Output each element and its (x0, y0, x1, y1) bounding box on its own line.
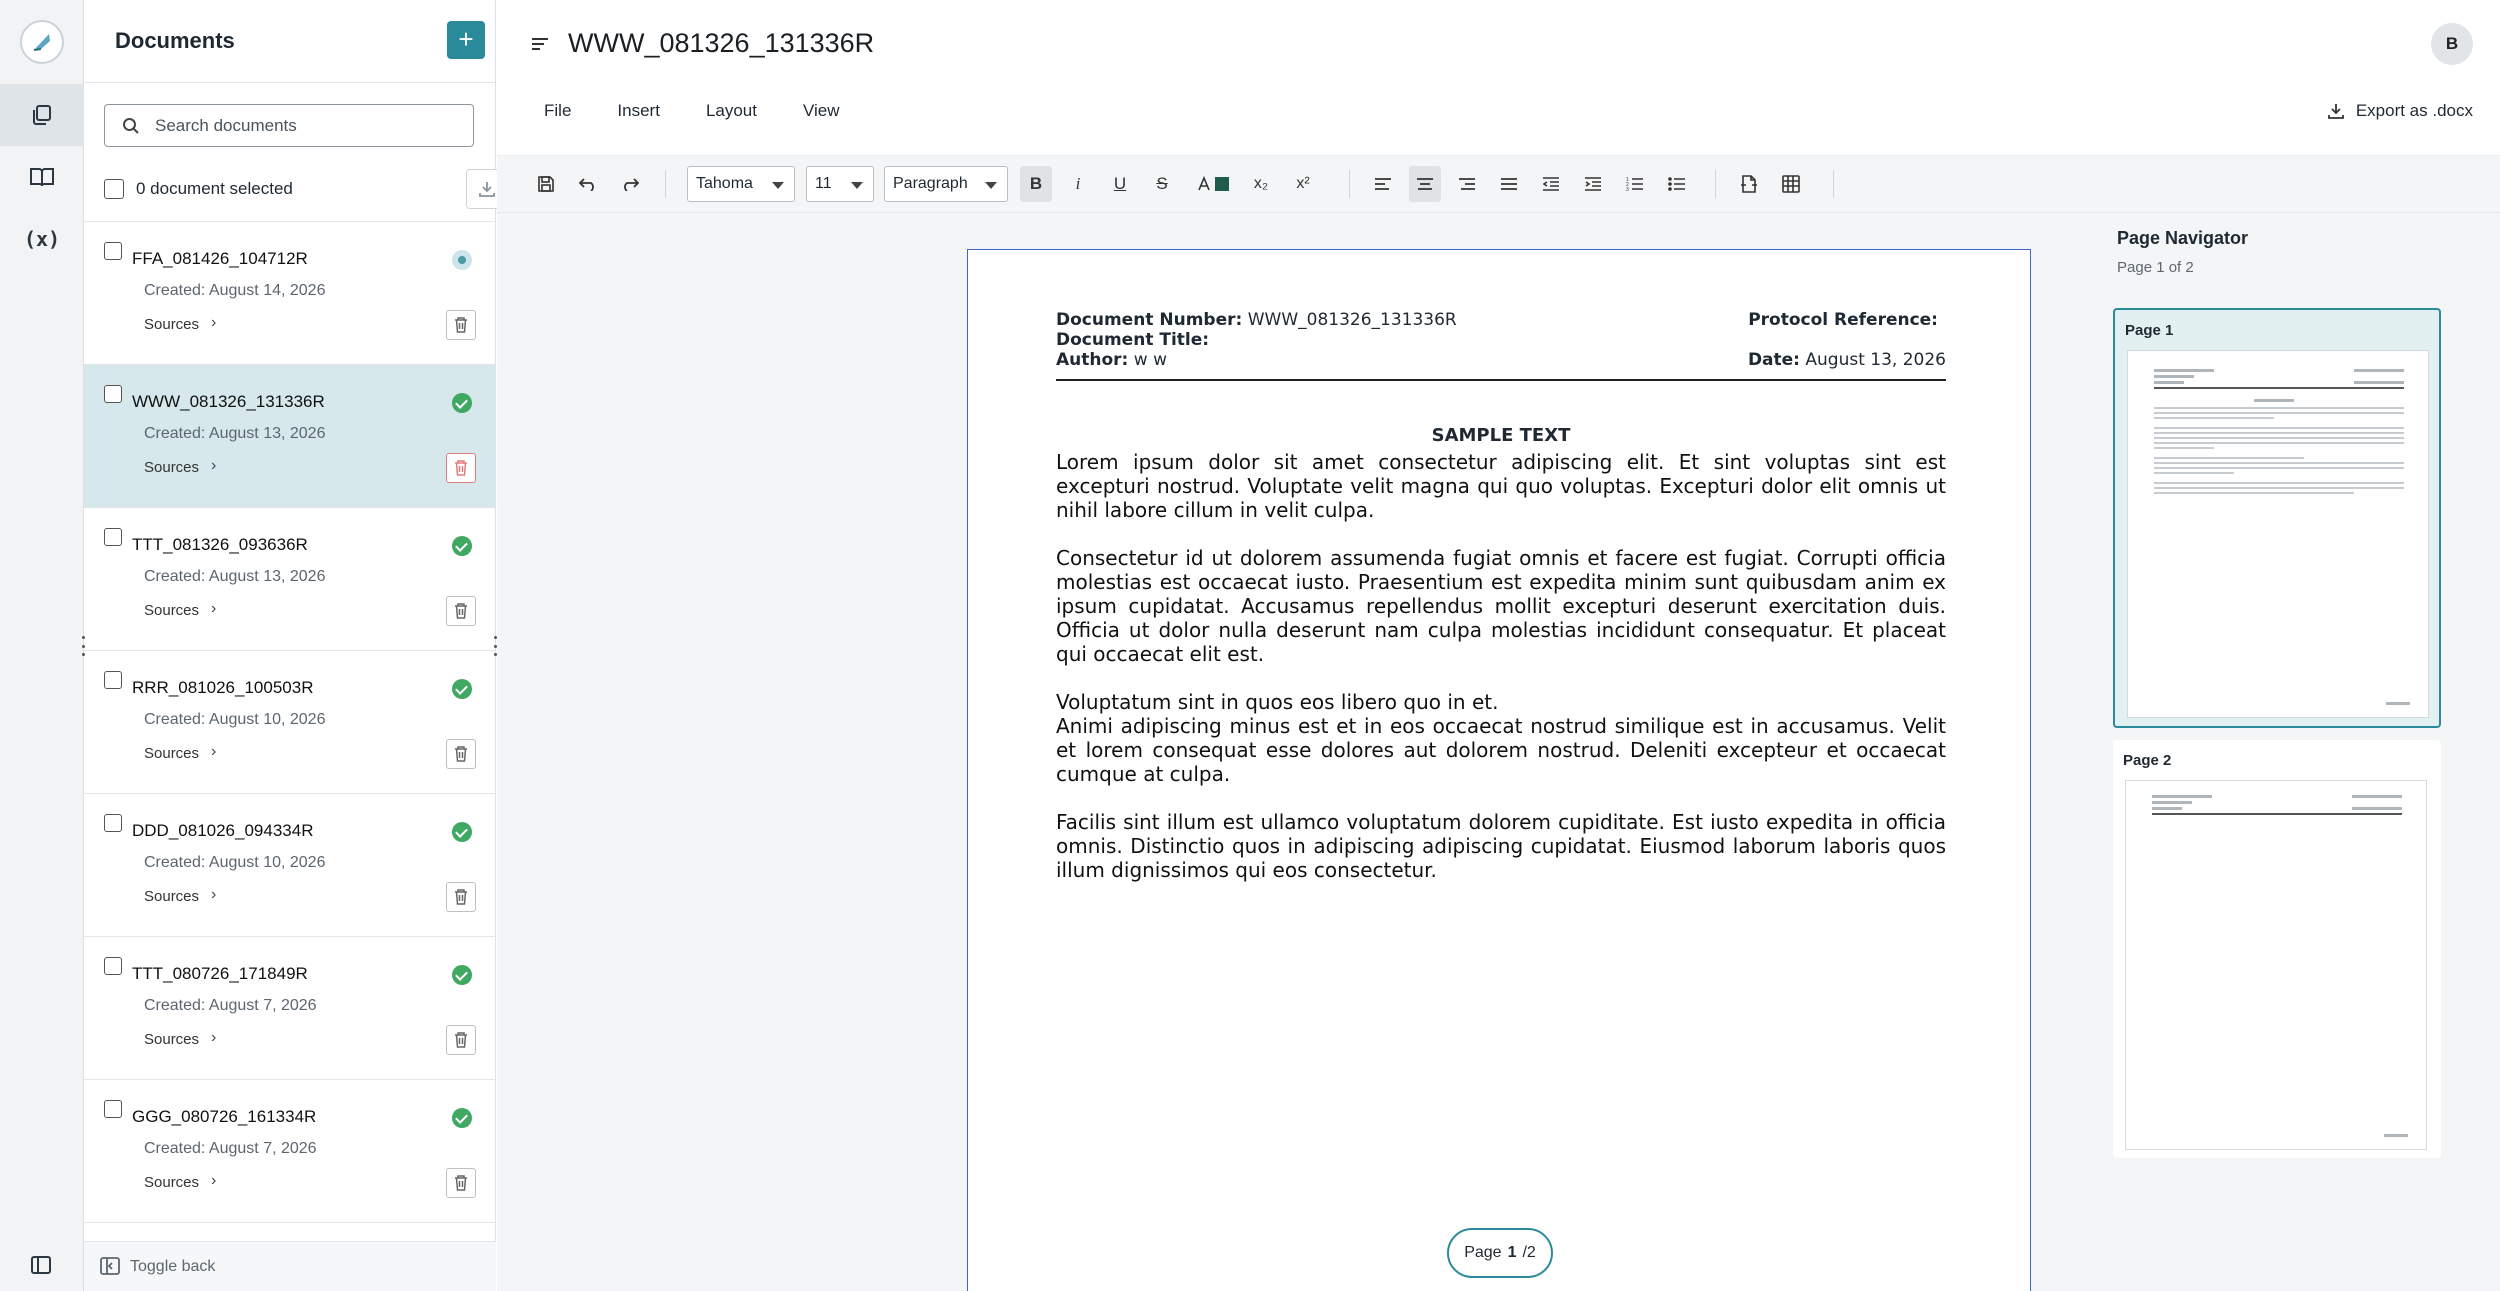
block-type-value: Paragraph (893, 175, 968, 192)
sources-toggle[interactable]: Sources (144, 888, 200, 905)
date-label: Date: (1747, 350, 1800, 370)
align-left-icon[interactable] (1367, 166, 1399, 202)
download-icon (478, 180, 496, 198)
indent-icon[interactable] (1577, 166, 1609, 202)
trash-icon (454, 889, 468, 905)
documents-header (84, 0, 495, 83)
sources-toggle[interactable]: Sources (144, 745, 200, 762)
search-box[interactable] (104, 104, 474, 147)
document-checkbox[interactable] (104, 671, 122, 689)
document-checkbox[interactable] (104, 814, 122, 832)
delete-document-button[interactable] (446, 453, 476, 483)
documents-icon[interactable] (0, 84, 84, 146)
toolbar-separator (665, 170, 666, 198)
document-name[interactable]: TTT_081326_093636R (132, 535, 308, 554)
trash-icon (454, 460, 468, 476)
undo-icon[interactable] (573, 166, 603, 202)
superscript-button[interactable]: x² (1296, 175, 1310, 192)
redo-icon[interactable] (615, 166, 645, 202)
align-justify-icon[interactable] (1493, 166, 1525, 202)
ordered-list-icon[interactable] (1619, 166, 1651, 202)
font-size-value: 11 (815, 175, 832, 192)
underline-button[interactable]: U (1113, 174, 1127, 193)
sources-toggle[interactable]: Sources (144, 1031, 200, 1048)
page-thumbnail-2[interactable] (2113, 740, 2441, 1158)
document-name[interactable]: GGG_080726_161334R (132, 1107, 317, 1126)
chevron-right-icon[interactable]: › (211, 314, 217, 331)
download-icon (2328, 103, 2344, 119)
toolbar-separator (1715, 170, 1716, 198)
table-icon[interactable] (1775, 166, 1807, 202)
sources-toggle[interactable]: Sources (144, 316, 200, 333)
text-color-button[interactable] (1192, 166, 1234, 202)
editor-canvas (497, 213, 2057, 1291)
delete-document-button[interactable] (446, 739, 476, 769)
document-list-item[interactable] (84, 365, 496, 508)
chevron-right-icon[interactable]: › (211, 743, 217, 760)
book-icon[interactable] (0, 146, 84, 208)
toggle-back-bar[interactable] (84, 1241, 496, 1291)
add-document-button[interactable]: + (447, 21, 485, 59)
page-thumbnail-label: Page 2 (2123, 752, 2172, 769)
chevron-right-icon[interactable]: › (211, 886, 217, 903)
svg-text:3: 3 (1626, 187, 1629, 192)
align-center-icon[interactable] (1409, 166, 1441, 202)
status-complete-icon (452, 822, 472, 842)
search-icon (121, 116, 141, 136)
trash-icon (454, 1175, 468, 1191)
document-list (84, 221, 496, 1241)
page-break-icon[interactable] (1733, 166, 1765, 202)
status-complete-icon (452, 965, 472, 985)
page-indicator-prefix: Page (1464, 1244, 1502, 1261)
svg-text:1: 1 (1626, 177, 1629, 183)
document-page[interactable] (967, 249, 2031, 1291)
document-checkbox[interactable] (104, 242, 122, 260)
menu-bar (544, 101, 886, 121)
export-label: Export as .docx (2355, 101, 2473, 120)
menu-layout[interactable]: Layout (705, 101, 757, 120)
paragraph: Voluptatum sint in quos eos libero quo in et. Animi adipiscing minus est et in eos occaecat nostrud similique est in accusamus. Velit et lorem consequat esse dolores aut dolorem nostrud. Deleniti excepteur et occaecat cumque at culpa. (1056, 690, 1946, 786)
document-name[interactable]: RRR_081026_100503R (132, 678, 314, 697)
delete-document-button[interactable] (446, 310, 476, 340)
document-list-item[interactable] (84, 222, 496, 365)
page-indicator[interactable] (1447, 1228, 1553, 1278)
page-thumbnail-label: Page 1 (2125, 322, 2174, 339)
documents-panel (84, 0, 496, 1291)
document-created-date: Created: August 10, 2026 (144, 854, 326, 871)
documents-title: Documents (115, 28, 235, 53)
document-checkbox[interactable] (104, 528, 122, 546)
delete-document-button[interactable] (446, 882, 476, 912)
chevron-right-icon[interactable]: › (211, 1029, 217, 1046)
document-created-date: Created: August 13, 2026 (144, 425, 326, 442)
menu-icon[interactable] (531, 36, 549, 52)
document-list-item[interactable] (84, 651, 496, 794)
export-docx-button[interactable] (2328, 101, 2473, 121)
status-pending-icon (452, 250, 472, 270)
toggle-back-label: Toggle back (130, 1258, 216, 1275)
document-name[interactable]: FFA_081426_104712R (132, 249, 308, 268)
protocol-label: Protocol Reference: (1748, 310, 1938, 330)
subscript-button[interactable]: x₂ (1253, 175, 1269, 192)
page-indicator-total: /2 (1522, 1244, 1536, 1261)
document-checkbox[interactable] (104, 385, 122, 403)
formatting-toolbar (497, 155, 2500, 213)
outdent-icon[interactable] (1535, 166, 1567, 202)
menu-file[interactable]: File (544, 101, 572, 120)
document-list-item[interactable] (84, 508, 496, 651)
align-right-icon[interactable] (1451, 166, 1483, 202)
search-input[interactable] (155, 116, 455, 136)
paragraph: Facilis sint illum est ullamco voluptatum dolorem cupiditate. Est iusto expedita in officia omnis. Distinctio quos in adipiscing adipiscing cupidatat. Eiusmod laborum laboris quos illum dignissimos qui eos consectetur. (1056, 810, 1946, 882)
status-complete-icon (452, 536, 472, 556)
app-logo-icon[interactable] (20, 20, 64, 64)
user-avatar[interactable]: B (2431, 23, 2473, 65)
document-heading: SAMPLE TEXT (1431, 425, 1571, 446)
chevron-right-icon[interactable]: › (211, 457, 217, 474)
document-title: WWW_081326_131336R (568, 28, 875, 58)
menu-insert[interactable]: Insert (617, 101, 660, 120)
document-body[interactable] (1056, 450, 1946, 906)
author-value: w w (1133, 350, 1167, 370)
chevron-right-icon[interactable]: › (211, 600, 217, 617)
strikethrough-button[interactable]: S (1156, 174, 1168, 193)
trash-icon (454, 746, 468, 762)
chevron-right-icon[interactable]: › (211, 1172, 217, 1189)
document-created-date: Created: August 13, 2026 (144, 568, 326, 585)
trash-icon (454, 603, 468, 619)
doc-title-label: Document Title: (1056, 330, 1210, 350)
delete-document-button[interactable] (446, 1168, 476, 1198)
header-divider (1056, 379, 1946, 381)
document-list-item[interactable] (84, 794, 496, 937)
page-navigator-title: Page Navigator (2117, 228, 2249, 248)
status-complete-icon (452, 679, 472, 699)
paragraph: Consectetur id ut dolorem assumenda fugiat omnis et facere est fugiat. Corrupti officia molestias est occaecat iusto. Praesentium est expedita minim sunt quibusdam anim ex ipsum cupidatat. Accusamus repellendus mollit excepturi deserunt exercitation duis. Officia ut dolor nulla deserunt nam culpa molestias incididunt consequatur. Et placeat qui occaecat elit est. (1056, 546, 1946, 666)
document-checkbox[interactable] (104, 1100, 122, 1118)
sources-toggle[interactable]: Sources (144, 602, 200, 619)
toolbar-separator (1349, 170, 1350, 198)
sidebar-toggle-icon (100, 1257, 120, 1275)
menu-view[interactable]: View (802, 101, 840, 120)
document-list-item[interactable] (84, 1080, 496, 1223)
delete-document-button[interactable] (446, 1025, 476, 1055)
document-name[interactable]: WWW_081326_131336R (132, 392, 325, 411)
doc-number-label: Document Number: (1056, 310, 1243, 330)
bullet-list-icon[interactable] (1661, 166, 1693, 202)
text-color-swatch (1215, 177, 1229, 191)
editor-area (497, 0, 2500, 1291)
sources-toggle[interactable]: Sources (144, 459, 200, 476)
select-all-checkbox[interactable] (104, 179, 124, 199)
document-name[interactable]: TTT_080726_171849R (132, 964, 308, 983)
page-indicator-current: 1 (1507, 1244, 1517, 1261)
sources-toggle[interactable]: Sources (144, 1174, 200, 1191)
svg-text:2: 2 (1626, 182, 1629, 188)
font-size-select[interactable] (806, 166, 874, 202)
document-created-date: Created: August 7, 2026 (144, 997, 317, 1014)
document-created-date: Created: August 10, 2026 (144, 711, 326, 728)
font-family-value: Tahoma (696, 175, 753, 192)
trash-icon (454, 317, 468, 333)
selection-row (104, 169, 476, 209)
icon-rail (0, 0, 84, 1291)
block-type-select[interactable] (884, 166, 1008, 202)
sidebar-collapse-icon[interactable] (30, 1255, 52, 1280)
editor-header (497, 0, 2500, 155)
delete-document-button[interactable] (446, 596, 476, 626)
text-color-icon (1197, 176, 1211, 192)
save-icon[interactable] (531, 166, 561, 202)
date-value: August 13, 2026 (1805, 350, 1946, 370)
font-family-select[interactable] (687, 166, 795, 202)
page-thumbnail-preview (2127, 350, 2429, 718)
resize-handle-left[interactable] (78, 636, 88, 656)
page-thumbnail-preview (2125, 780, 2427, 1150)
status-complete-icon (452, 1108, 472, 1128)
page-navigator-subtitle: Page 1 of 2 (2117, 259, 2194, 276)
trash-icon (454, 1032, 468, 1048)
document-created-date: Created: August 14, 2026 (144, 282, 326, 299)
author-label: Author: (1056, 350, 1129, 370)
selected-count-label: 0 document selected (136, 179, 293, 198)
variables-icon[interactable]: (x) (23, 227, 61, 251)
document-list-item[interactable] (84, 937, 496, 1080)
page-thumbnail-1[interactable] (2113, 308, 2441, 728)
status-complete-icon (452, 393, 472, 413)
toolbar-separator (1833, 170, 1834, 198)
document-created-date: Created: August 7, 2026 (144, 1140, 317, 1157)
document-checkbox[interactable] (104, 957, 122, 975)
italic-button[interactable]: i (1075, 174, 1081, 193)
paragraph: Lorem ipsum dolor sit amet consectetur adipiscing elit. Et sint voluptas sint est excepturi nostrud. Voluptate velit magna qui quo voluptas. Excepturi dolor elit omnis ut nihil labore cillum in velit culpa. (1056, 450, 1946, 522)
doc-number-value: WWW_081326_131336R (1247, 310, 1457, 330)
document-name[interactable]: DDD_081026_094334R (132, 821, 314, 840)
page-navigator (2057, 213, 2500, 1291)
bold-button[interactable]: B (1020, 166, 1052, 202)
